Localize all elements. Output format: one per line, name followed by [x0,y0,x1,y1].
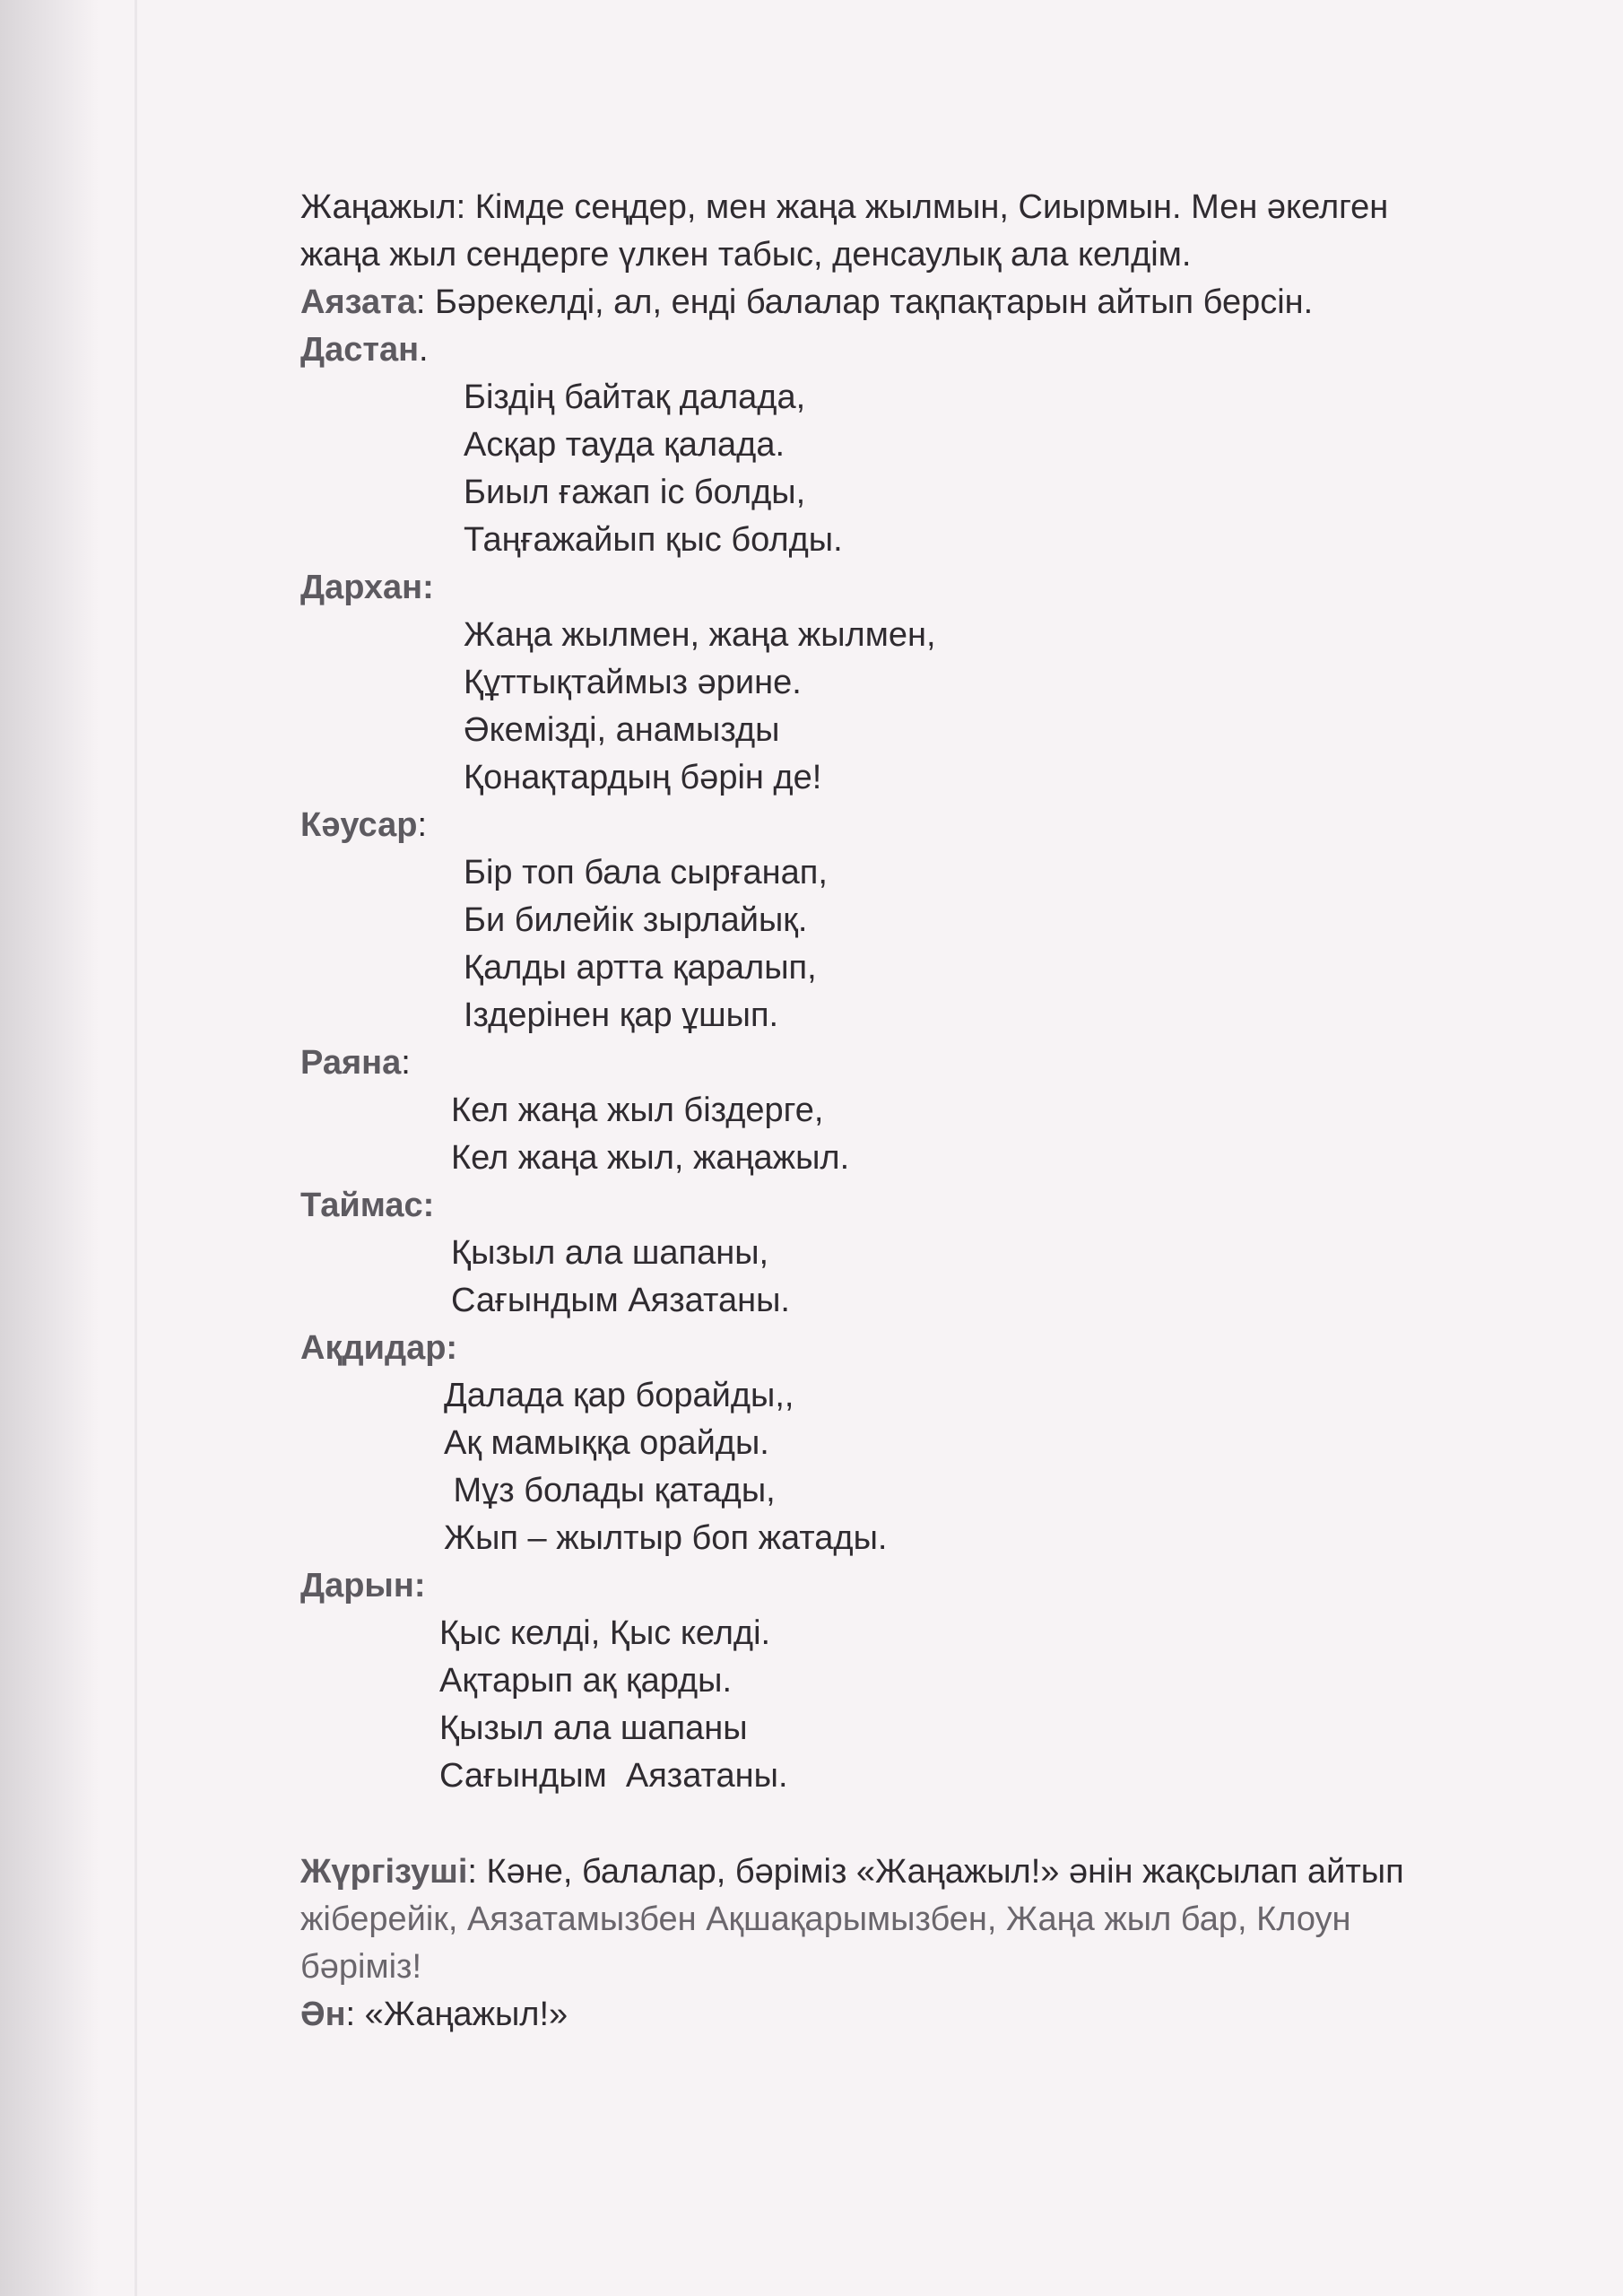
speaker-taimas [300,1182,1493,1230]
verse-line: Ақ мамыққа орайды. [444,1424,769,1462]
speaker-name: Дастан [300,331,420,369]
song-label: Ән [300,1996,346,2033]
verse-line: Қонақтардың бәрін де! [464,759,822,796]
speaker-name: Раяна [300,1044,402,1082]
document-body [300,184,1493,2039]
speaker-raiana [300,1039,1493,1087]
scan-left-shadow [0,0,99,2296]
verse-line: Құттықтаймыз әрине. [464,664,802,701]
verse-line: Биыл ғажап іс болды, [464,474,806,511]
verse-line: Жып – жылтыр боп жатады. [444,1519,888,1557]
verse-line: Жаңа жылмен, жаңа жылмен, [464,616,936,654]
speaker-name: Ақдидар: [300,1329,458,1367]
verse-line: Сағындым Аязатаны. [451,1282,790,1319]
verse-line: Кел жаңа жыл біздерге, [451,1091,824,1129]
outro-text-1: : Кәне, балалар, бәріміз «Жаңажыл!» әнін жақсылап айтып [467,1853,1404,1891]
intro-line-2: жаңа жыл сендерге үлкен табыс, денсаулық ала келдім. [300,236,1192,274]
song-title: : «Жаңажыл!» [345,1996,568,2033]
speaker-darkhan [300,564,1493,612]
speaker-akdidar [300,1325,1493,1372]
verse-line: Қызыл ала шапаны, [451,1234,769,1272]
verse-line: Қызыл ала шапаны [439,1709,748,1747]
verse-line: Іздерінен қар ұшып. [464,996,779,1034]
verse-line: Би билейік зырлайық. [464,901,808,939]
verse-line: Асқар тауда қалада. [464,426,785,464]
speaker-name: Дарын: [300,1567,426,1605]
speaker-kausar [300,802,1493,849]
aiazata-text: : Бәрекелді, ал, енді балалар тақпақтарын айтып берсін. [415,283,1314,321]
paragraph-gap [300,1800,1493,1848]
verse-line: Кел жаңа жыл, жаңажыл. [451,1139,850,1177]
verse-line: Бір топ бала сырғанап, [464,854,828,891]
verse-line: Далада қар борайды,, [444,1377,794,1414]
outro-line-3: бәріміз! [300,1948,422,1986]
speaker-suffix: : [417,806,428,844]
verse-line: Біздің байтақ далада, [464,378,806,416]
verse-line: Мұз болады қатады, [444,1472,776,1509]
speaker-daryn [300,1562,1493,1610]
outro-line-1 [300,1848,1493,1896]
speaker-suffix: . [419,331,429,369]
speaker-suffix: : [401,1044,411,1082]
verse-line: Таңғажайып қыс болды. [464,521,843,559]
verse-line: Әкемізді, анамызды [464,711,780,749]
song-line [300,1991,1493,2039]
speaker-name: Таймас: [300,1187,435,1224]
scan-edge-line [135,0,137,2296]
aiazata-line [300,279,1493,326]
verse-line: Қалды артта қаралып, [464,949,817,987]
verse-line: Сағындым Аязатаны. [439,1757,788,1795]
speaker-name: Жүргізуші [300,1853,468,1891]
verse-line: Ақтарып ақ қарды. [439,1662,733,1700]
speaker-name: Кәусар [300,806,418,844]
speaker-name: Дархан: [300,569,434,606]
speaker-name: Аязата [300,283,416,321]
outro-line-2: жіберейік, Аязатамызбен Ақшақарымызбен, Жаңа жыл бар, Клоун [300,1900,1351,1938]
intro-line-1: Жаңажыл: Кімде сеңдер, мен жаңа жылмын, Сиырмын. Мен әкелген [300,188,1389,226]
speaker-dastan [300,326,1493,374]
verse-line: Қыс келді, Қыс келді. [439,1614,771,1652]
